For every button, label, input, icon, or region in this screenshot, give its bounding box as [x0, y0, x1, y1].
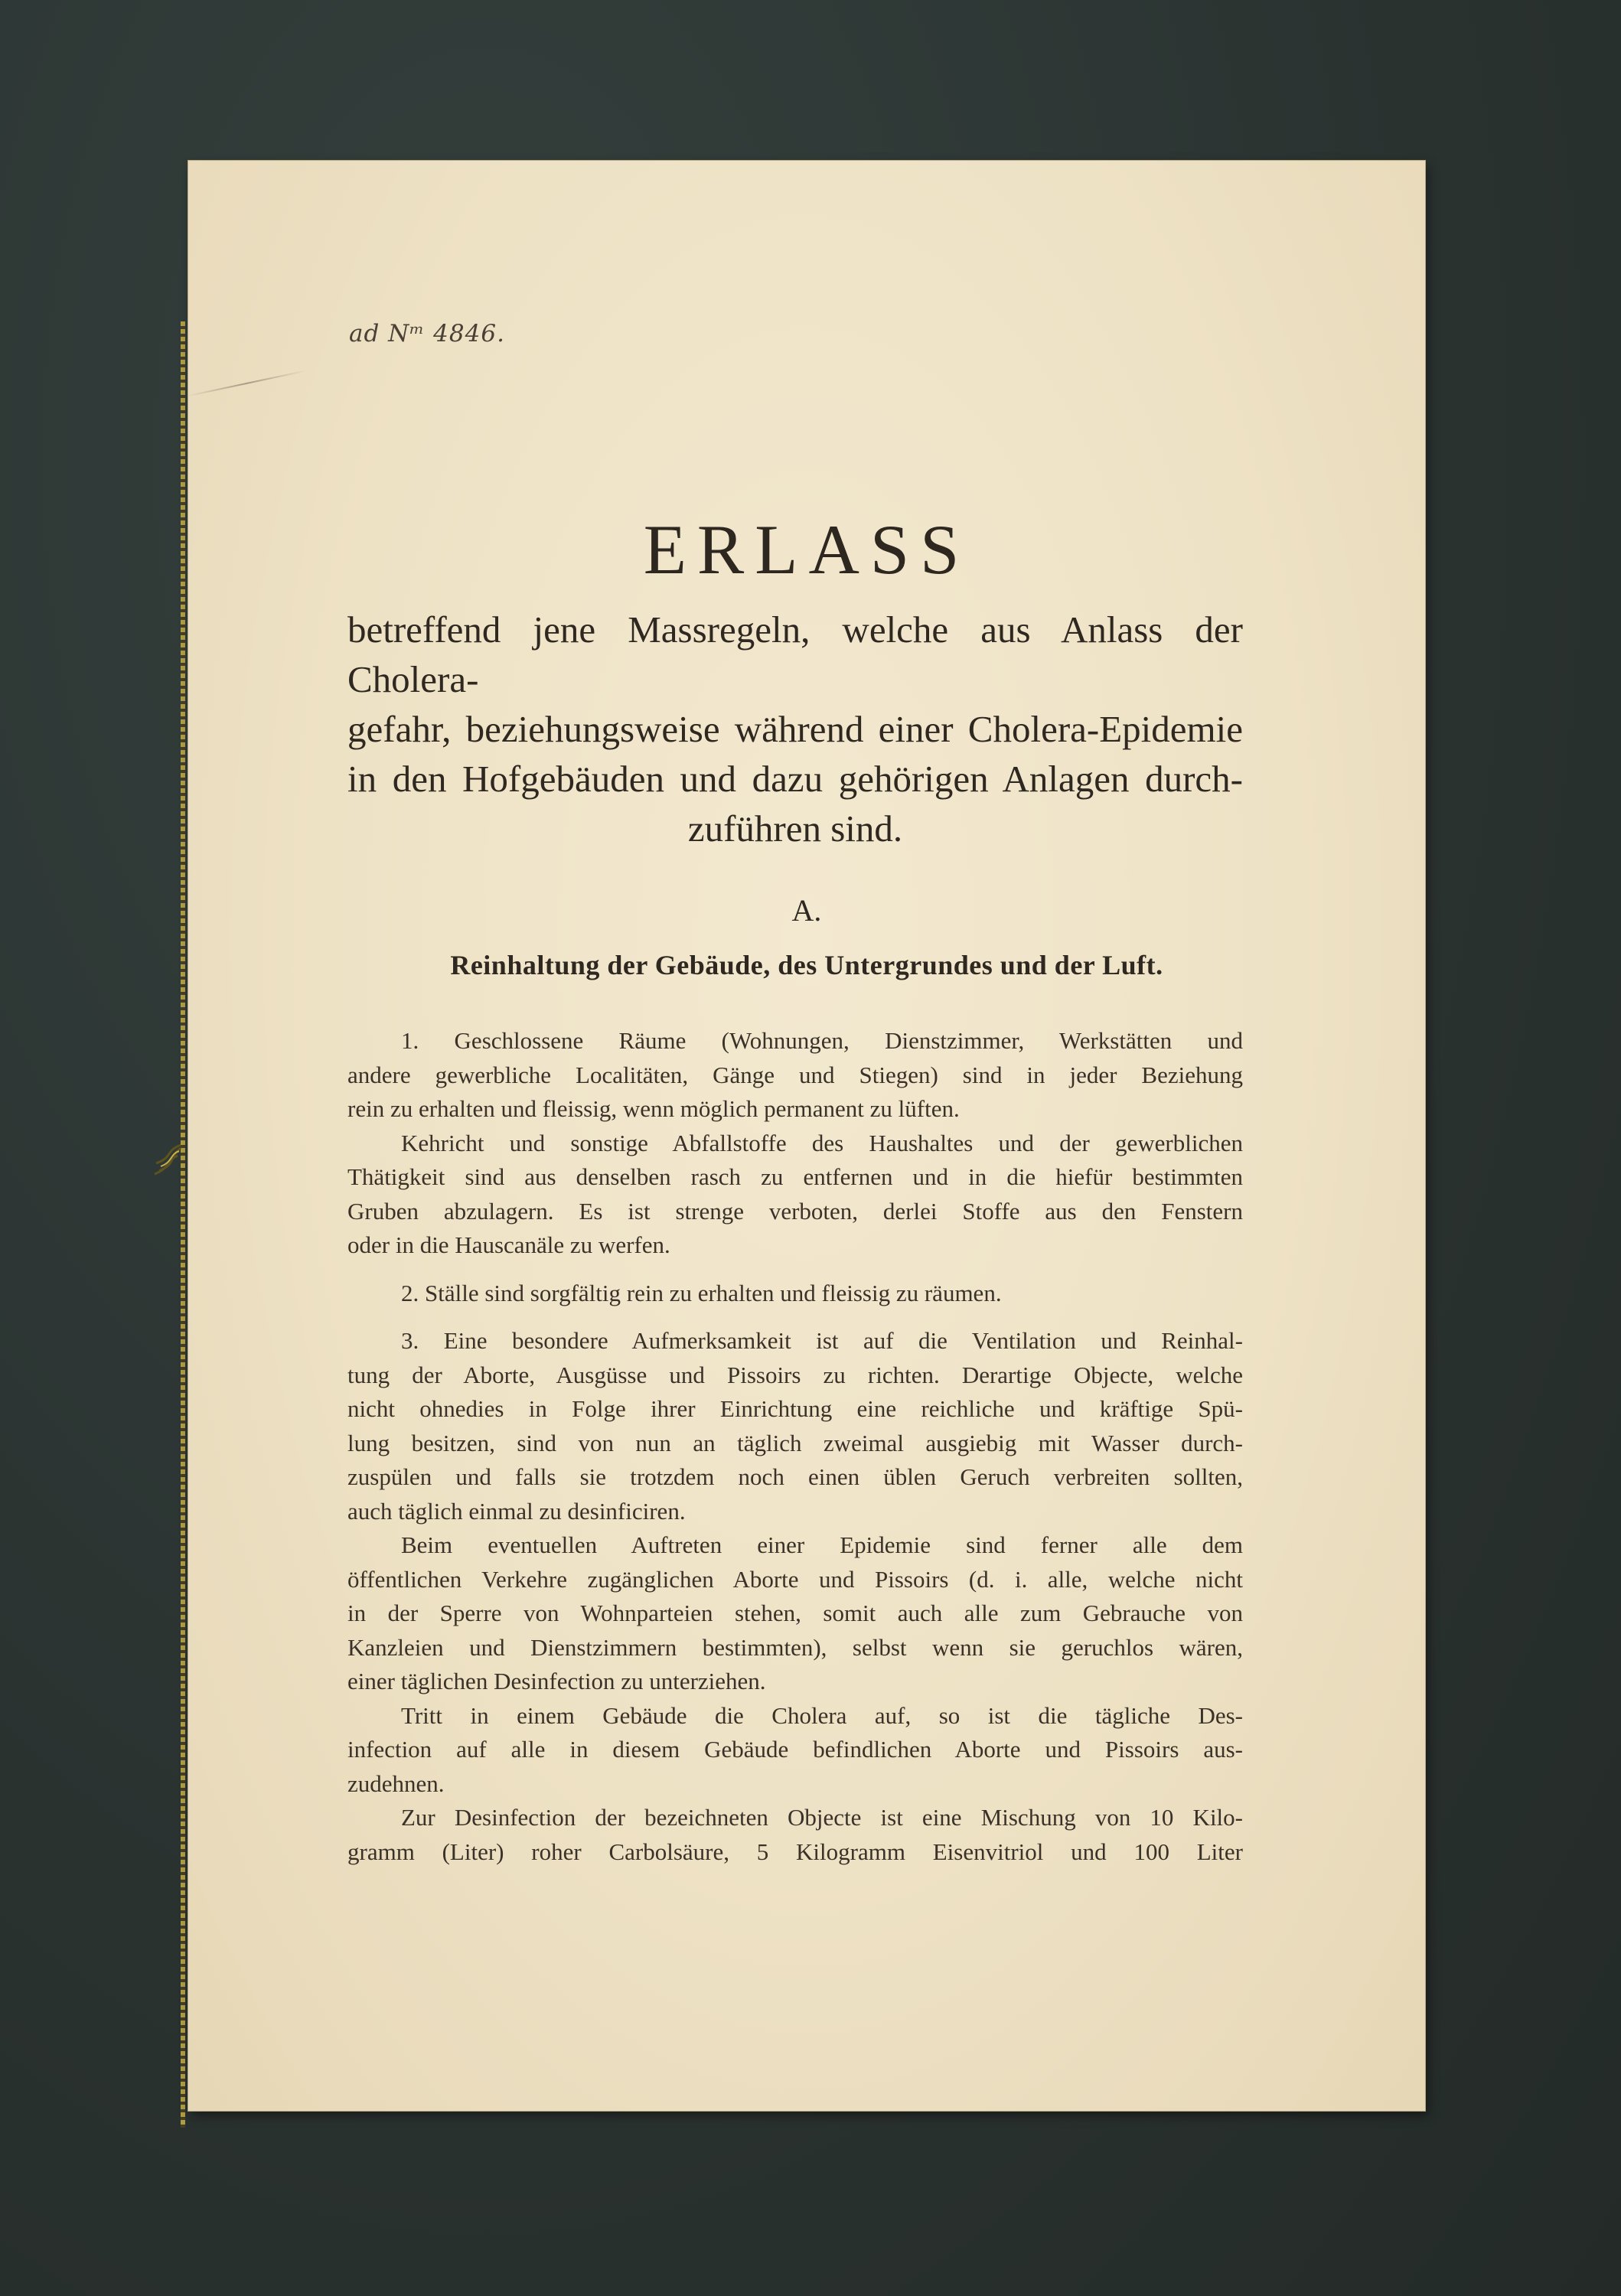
- text-line: Beim eventuellen Auftreten einer Epidemie sind ferner alle dem: [401, 1531, 1243, 1558]
- text-line: 1. Geschlossene Räume (Wohnungen, Dienstzimmer, Werkstätten und: [401, 1027, 1243, 1054]
- paragraph: [347, 1127, 1243, 1263]
- thread-knot-icon: [150, 1140, 187, 1177]
- text-line: einer täglichen Desinfection zu unterziehen.: [347, 1668, 766, 1694]
- subtitle-line: in den Hofgebäuden und dazu gehörigen Anlagen durch-: [347, 758, 1243, 800]
- subtitle-line: gefahr, beziehungsweise während einer Cholera-Epidemie: [347, 708, 1243, 750]
- document-reference: ad Nᵐ 4846.: [349, 320, 505, 347]
- document-subtitle: [347, 605, 1243, 853]
- text-line: lung besitzen, sind von nun an täglich zweimal ausgiebig mit Wasser durch-: [347, 1429, 1243, 1456]
- text-line: Zur Desinfection der bezeichneten Objecte ist eine Mischung von 10 Kilo-: [401, 1804, 1243, 1831]
- text-line: in der Sperre von Wohnparteien stehen, somit auch alle zum Gebrauche von: [347, 1600, 1243, 1626]
- text-line: 2. Ställe sind sorgfältig rein zu erhalten und fleissig zu räumen.: [401, 1279, 1002, 1306]
- text-line: zudehnen.: [347, 1769, 445, 1797]
- text-line: gramm (Liter) roher Carbolsäure, 5 Kilogramm Eisenvitriol und 100 Liter: [347, 1838, 1243, 1865]
- text-line: Thätigkeit sind aus denselben rasch zu entfernen und in die hiefür bestimmten: [347, 1163, 1243, 1190]
- text-line: nicht ohnedies in Folge ihrer Einrichtung eine reichliche und kräftige Spü-: [347, 1395, 1243, 1422]
- text-line: Gruben abzulagern. Es ist strenge verboten, derlei Stoffe aus den Fenstern: [347, 1197, 1243, 1225]
- text-line: infection auf alle in diesem Gebäude befindlichen Aborte und Pissoirs aus-: [347, 1736, 1243, 1763]
- text-line: rein zu erhalten und fleissig, wenn möglich permanent zu lüften.: [347, 1095, 960, 1122]
- document-title: ERLASS: [643, 510, 970, 589]
- paragraph: [347, 1528, 1243, 1699]
- paragraph: [347, 1801, 1243, 1869]
- section-letter: A.: [791, 893, 822, 928]
- text-line: 3. Eine besondere Aufmerksamkeit ist auf die Ventilation und Reinhal-: [401, 1327, 1243, 1354]
- text-line: öffentlichen Verkehre zugänglichen Aborte und Pissoirs (d. i. alle, welche nicht: [347, 1565, 1243, 1593]
- binding-thread: [181, 321, 185, 2128]
- text-line: Tritt in einem Gebäude die Cholera auf, so ist die tägliche Des-: [401, 1701, 1243, 1729]
- pencil-mark: [187, 370, 307, 396]
- text-line: Kehricht und sonstige Abfallstoffe des Haushaltes und der gewerblichen: [401, 1129, 1243, 1156]
- section-heading: Reinhaltung der Gebäude, des Untergrundes und der Luft.: [450, 950, 1163, 980]
- paragraph: [347, 1024, 1243, 1127]
- subtitle-line: betreffend jene Massregeln, welche aus Anlass der Cholera-: [347, 608, 1243, 700]
- text-line: zuspülen und falls sie trotzdem noch einen üblen Geruch verbreiten sollten,: [347, 1463, 1243, 1490]
- text-line: tung der Aborte, Ausgüsse und Pissoirs zu richten. Derartige Objecte, welche: [347, 1361, 1243, 1388]
- paragraph: [347, 1699, 1243, 1802]
- subtitle-line: zuführen sind.: [687, 807, 903, 850]
- text-line: auch täglich einmal zu desinficiren.: [347, 1497, 686, 1525]
- document-page: [188, 161, 1425, 2111]
- paragraph: [347, 1277, 1243, 1311]
- text-line: Kanzleien und Dienstzimmern bestimmten), selbst wenn sie geruchlos wären,: [347, 1633, 1243, 1661]
- paragraph: [347, 1324, 1243, 1528]
- document-body: [347, 1024, 1243, 1869]
- text-line: oder in die Hauscanäle zu werfen.: [347, 1231, 670, 1258]
- text-line: andere gewerbliche Localitäten, Gänge und Stiegen) sind in jeder Beziehung: [347, 1061, 1243, 1088]
